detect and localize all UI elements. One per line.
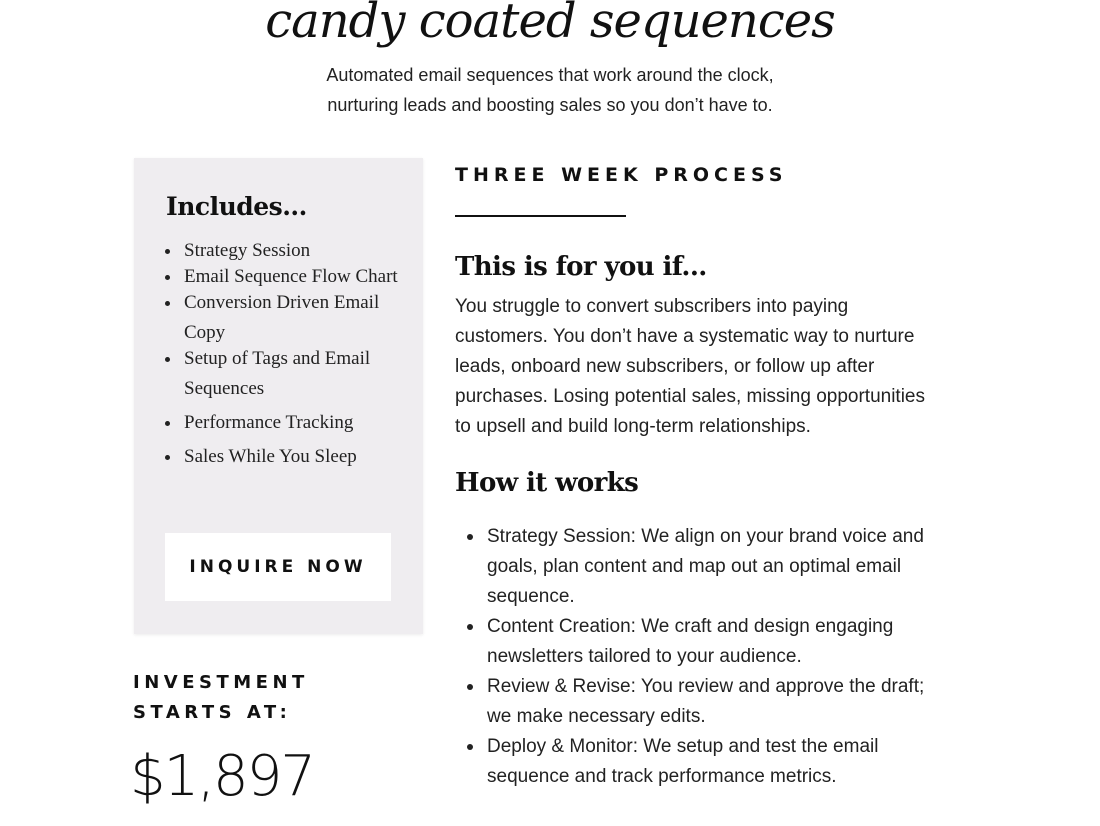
step-line: sequence and track performance metrics. [487, 766, 837, 787]
includes-item-email-copy: Conversion Driven Email Copy [184, 288, 409, 348]
hero-subtitle [0, 60, 1100, 120]
investment-label [133, 668, 309, 728]
hero-subtitle-line: Automated email sequences that work around the clock, [326, 65, 774, 85]
includes-card [134, 158, 423, 634]
step-deploy-monitor [487, 732, 987, 792]
step-content-creation [487, 612, 987, 672]
for-you-line: to upsell and build long-term relationships. [455, 416, 811, 437]
includes-title: Includes... [166, 192, 307, 221]
investment-label-line: STARTS AT: [133, 702, 292, 723]
includes-list [184, 236, 409, 468]
for-you-text [455, 292, 995, 442]
step-line: goals, plan content and map out an optimal email [487, 556, 902, 577]
price: $1,897 [130, 744, 314, 809]
includes-item-setup-tags: Setup of Tags and Email Sequences [184, 344, 409, 404]
how-it-works-steps [487, 522, 987, 792]
includes-item-strategy-session: Strategy Session [184, 236, 409, 266]
step-line: Deploy & Monitor: We setup and test the email [487, 736, 879, 757]
process-label: THREE WEEK PROCESS [455, 164, 788, 186]
includes-item-sales-while-you-sleep: Sales While You Sleep [184, 442, 409, 472]
for-you-line: purchases. Losing potential sales, missing opportunities [455, 386, 925, 407]
includes-item-performance-tracking: Performance Tracking [184, 408, 409, 438]
step-line: sequence. [487, 586, 575, 607]
hero-title: candy coated sequences [265, 0, 835, 49]
process-divider [455, 215, 626, 217]
step-line: we make necessary edits. [487, 706, 706, 727]
step-line: newsletters tailored to your audience. [487, 646, 802, 667]
step-line: Review & Revise: You review and approve the draft; [487, 676, 925, 697]
for-you-line: You struggle to convert subscribers into paying [455, 296, 849, 317]
step-line: Strategy Session: We align on your brand voice and [487, 526, 924, 547]
step-line: Content Creation: We craft and design engaging [487, 616, 894, 637]
step-strategy-session [487, 522, 987, 612]
how-it-works-title: How it works [455, 468, 639, 498]
step-review-revise [487, 672, 987, 732]
for-you-line: leads, onboard new subscribers, or follow up after [455, 356, 875, 377]
inquire-now-button[interactable]: INQUIRE NOW [165, 533, 391, 601]
hero-subtitle-line: nurturing leads and boosting sales so you don’t have to. [327, 95, 773, 115]
for-you-title: This is for you if... [455, 252, 707, 282]
includes-item-flow-chart: Email Sequence Flow Chart [184, 262, 409, 292]
for-you-line: customers. You don’t have a systematic way to nurture [455, 326, 915, 347]
investment-label-line: INVESTMENT [133, 672, 309, 693]
